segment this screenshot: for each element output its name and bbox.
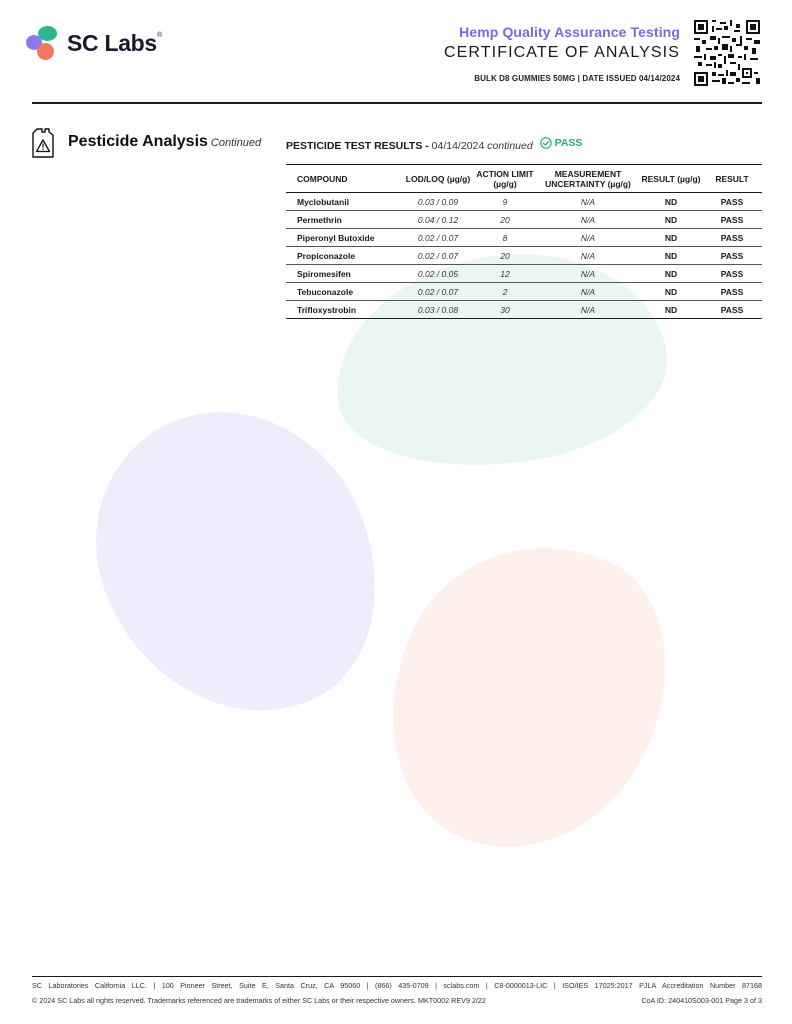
lod-loq-cell: 0.03 / 0.08 [402, 301, 474, 319]
table-row [286, 229, 762, 247]
uncertainty-cell: N/A [536, 211, 640, 229]
table-row [286, 247, 762, 265]
uncertainty-cell: N/A [536, 265, 640, 283]
table-row [286, 211, 762, 229]
result-cell: PASS [702, 283, 762, 301]
table-row [286, 193, 762, 211]
result-value-cell: ND [640, 265, 702, 283]
action-limit-cell: 30 [474, 301, 536, 319]
logo-dots-icon [26, 26, 60, 60]
document-title: CERTIFICATE OF ANALYSIS [443, 44, 680, 61]
table-header-row [286, 165, 762, 193]
lod-loq-cell: 0.02 / 0.07 [402, 229, 474, 247]
header-subtitle: Hemp Quality Assurance Testing [459, 24, 680, 40]
action-limit-cell: 20 [474, 211, 536, 229]
uncertainty-cell: N/A [536, 283, 640, 301]
result-cell: PASS [702, 193, 762, 211]
footer-coa-id: CoA ID: 240410S003-001 Page 3 of 3 [641, 996, 762, 1005]
footer-copyright: © 2024 SC Labs all rights reserved. Trademarks referenced are trademarks of either SC Labs or their respective owners. MKT0002 REV9 2/22 [32, 996, 486, 1005]
column-header: MEASUREMENT UNCERTAINTY (µg/g) [536, 165, 640, 193]
lod-loq-cell: 0.03 / 0.09 [402, 193, 474, 211]
logo-text: SC Labs® [67, 29, 162, 56]
action-limit-cell: 9 [474, 193, 536, 211]
header-divider [32, 102, 762, 104]
action-limit-cell: 2 [474, 283, 536, 301]
result-cell: PASS [702, 247, 762, 265]
result-value-cell: ND [640, 193, 702, 211]
uncertainty-cell: N/A [536, 229, 640, 247]
result-cell: PASS [702, 229, 762, 247]
column-header: COMPOUND [286, 165, 402, 193]
uncertainty-cell: N/A [536, 301, 640, 319]
result-cell: PASS [702, 265, 762, 283]
decorative-blob-pink [344, 500, 710, 892]
lod-loq-cell: 0.04 / 0.12 [402, 211, 474, 229]
section-continued-label: Continued [210, 137, 262, 149]
pass-badge: PASS [540, 137, 583, 149]
compound-cell: Piperonyl Butoxide [286, 229, 402, 247]
result-value-cell: ND [640, 247, 702, 265]
compound-cell: Spiromesifen [286, 265, 402, 283]
result-value-cell: ND [640, 301, 702, 319]
lod-loq-cell: 0.02 / 0.07 [402, 247, 474, 265]
compound-cell: Permethrin [286, 211, 402, 229]
column-header: ACTION LIMIT (µg/g) [474, 165, 536, 193]
action-limit-cell: 20 [474, 247, 536, 265]
result-cell: PASS [702, 211, 762, 229]
table-row [286, 301, 762, 319]
action-limit-cell: 8 [474, 229, 536, 247]
column-header: RESULT [702, 165, 762, 193]
document-header [444, 24, 680, 83]
result-cell: PASS [702, 301, 762, 319]
footer-legal [32, 996, 762, 1005]
lod-loq-cell: 0.02 / 0.07 [402, 283, 474, 301]
result-value-cell: ND [640, 283, 702, 301]
result-value-cell: ND [640, 229, 702, 247]
footer-divider [32, 976, 762, 977]
uncertainty-cell: N/A [536, 247, 640, 265]
compound-cell: Tebuconazole [286, 283, 402, 301]
compound-cell: Trifloxystrobin [286, 301, 402, 319]
compound-cell: Myclobutanil [286, 193, 402, 211]
table-row [286, 265, 762, 283]
qr-code-icon[interactable] [694, 20, 760, 86]
pesticide-results-table [286, 164, 762, 319]
product-line: BULK D8 GUMMIES 50MG | DATE ISSUED 04/14/2024 [474, 74, 680, 83]
compound-cell: Propiconazole [286, 247, 402, 265]
table-row [286, 283, 762, 301]
action-limit-cell: 12 [474, 265, 536, 283]
uncertainty-cell: N/A [536, 193, 640, 211]
result-value-cell: ND [640, 211, 702, 229]
lod-loq-cell: 0.02 / 0.05 [402, 265, 474, 283]
results-heading: PESTICIDE TEST RESULTS - 04/14/2024 continued PASS [286, 137, 583, 152]
column-header: RESULT (µg/g) [640, 165, 702, 193]
footer-lab-info: SC Laboratories California LLC. | 100 Pioneer Street, Suite E, Santa Cruz, CA 95060 | (866) 435-0709 | sclabs.com | C8-0000013-LIC | ISO/IES 17025:2017 PJLA Accreditation Number 87168 [32, 981, 762, 990]
hazard-flask-icon [32, 128, 54, 158]
sc-labs-logo [26, 26, 162, 60]
check-circle-icon [540, 137, 552, 149]
section-title: Pesticide Analysis Continued [68, 133, 262, 150]
column-header: LOD/LOQ (µg/g) [402, 165, 474, 193]
